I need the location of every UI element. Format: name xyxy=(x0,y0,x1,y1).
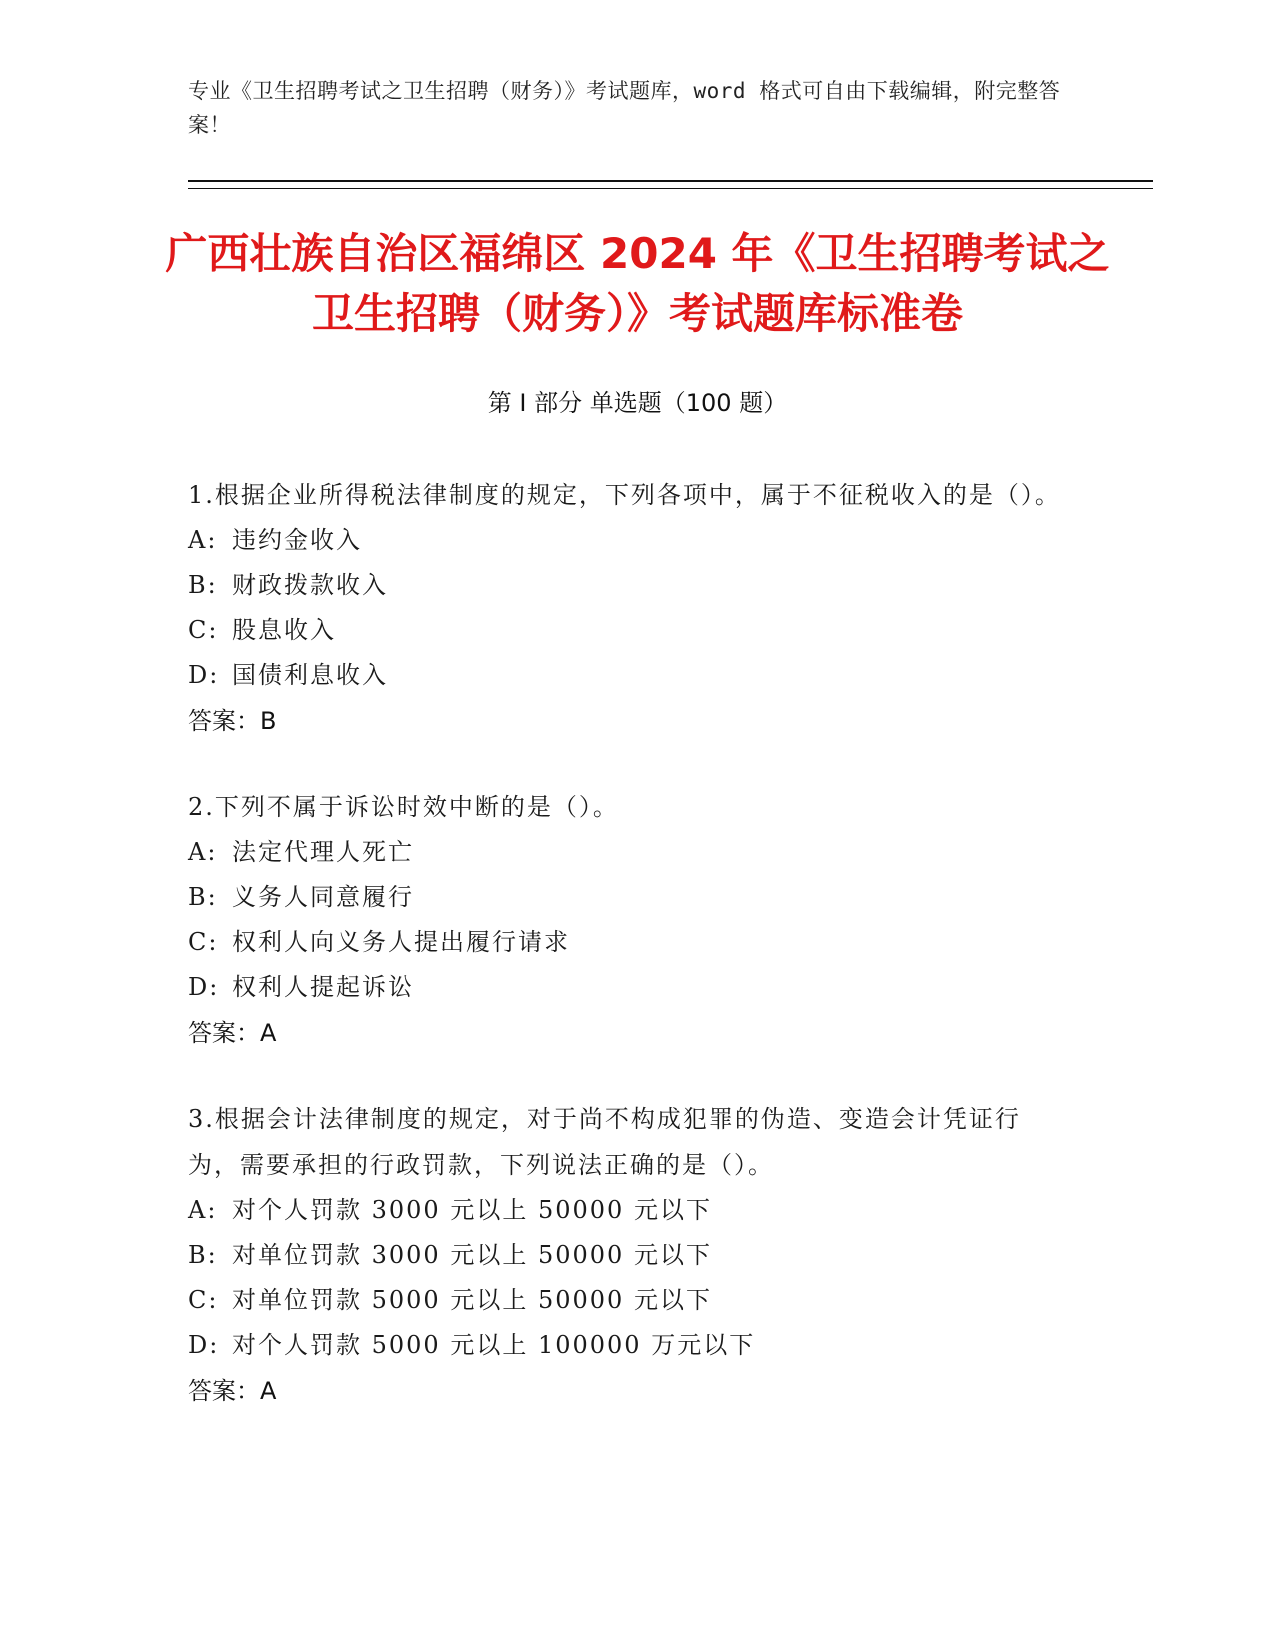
option-b xyxy=(188,563,1068,608)
option-text: 对个人罚款 5000 元以上 100000 万元以下 xyxy=(232,1331,756,1359)
option-a xyxy=(188,1188,1068,1233)
option-d xyxy=(188,965,1068,1010)
answer: 答案：A xyxy=(188,1019,277,1047)
option-key: C: xyxy=(188,616,219,644)
option-key: D: xyxy=(188,661,220,689)
question-2 xyxy=(188,784,1068,1056)
option-key: D: xyxy=(188,1331,220,1359)
option-d xyxy=(188,653,1068,698)
question-stem: 3.根据会计法律制度的规定，对于尚不构成犯罪的伪造、变造会计凭证行为，需要承担的行政罚款，下列说法正确的是（）。 xyxy=(188,1105,1021,1179)
answer: 答案：A xyxy=(188,1377,277,1405)
option-text: 违约金收入 xyxy=(232,526,362,554)
option-text: 财政拨款收入 xyxy=(232,571,388,599)
option-key: D: xyxy=(188,973,220,1001)
option-key: A: xyxy=(188,1196,218,1224)
option-c xyxy=(188,1278,1068,1323)
question-list xyxy=(188,472,1068,1454)
header-note: 专业《卫生招聘考试之卫生招聘（财务）》考试题库，word 格式可自由下载编辑，附完整答案！ xyxy=(188,79,1061,137)
option-key: B: xyxy=(188,883,218,911)
option-key: B: xyxy=(188,571,218,599)
option-text: 对个人罚款 3000 元以上 50000 元以下 xyxy=(232,1196,712,1224)
option-text: 权利人提起诉讼 xyxy=(232,973,414,1001)
option-text: 义务人同意履行 xyxy=(232,883,414,911)
header-divider-thin xyxy=(188,188,1153,189)
option-b xyxy=(188,875,1068,920)
option-key: A: xyxy=(188,526,218,554)
option-key: A: xyxy=(188,838,218,866)
option-key: C: xyxy=(188,1286,219,1314)
option-c xyxy=(188,608,1068,653)
document-title: 广西壮族自治区福绵区 2024 年《卫生招聘考试之卫生招聘（财务）》考试题库标准卷 xyxy=(165,229,1110,338)
option-a xyxy=(188,518,1068,563)
answer: 答案：B xyxy=(188,707,277,735)
option-text: 国债利息收入 xyxy=(232,661,388,689)
option-key: C: xyxy=(188,928,219,956)
question-stem: 2.下列不属于诉讼时效中断的是（）。 xyxy=(188,793,619,821)
option-text: 对单位罚款 3000 元以上 50000 元以下 xyxy=(232,1241,712,1269)
question-stem: 1.根据企业所得税法律制度的规定，下列各项中，属于不征税收入的是（）。 xyxy=(188,481,1061,509)
option-c xyxy=(188,920,1068,965)
question-1 xyxy=(188,472,1068,744)
option-text: 权利人向义务人提出履行请求 xyxy=(232,928,570,956)
option-d xyxy=(188,1323,1068,1368)
section-title: 第 I 部分 单选题（100 题） xyxy=(487,389,788,417)
option-a xyxy=(188,830,1068,875)
option-b xyxy=(188,1233,1068,1278)
option-text: 股息收入 xyxy=(232,616,336,644)
option-text: 对单位罚款 5000 元以上 50000 元以下 xyxy=(232,1286,712,1314)
option-text: 法定代理人死亡 xyxy=(232,838,414,866)
option-key: B: xyxy=(188,1241,218,1269)
question-3 xyxy=(188,1096,1068,1414)
header-divider xyxy=(188,180,1153,182)
